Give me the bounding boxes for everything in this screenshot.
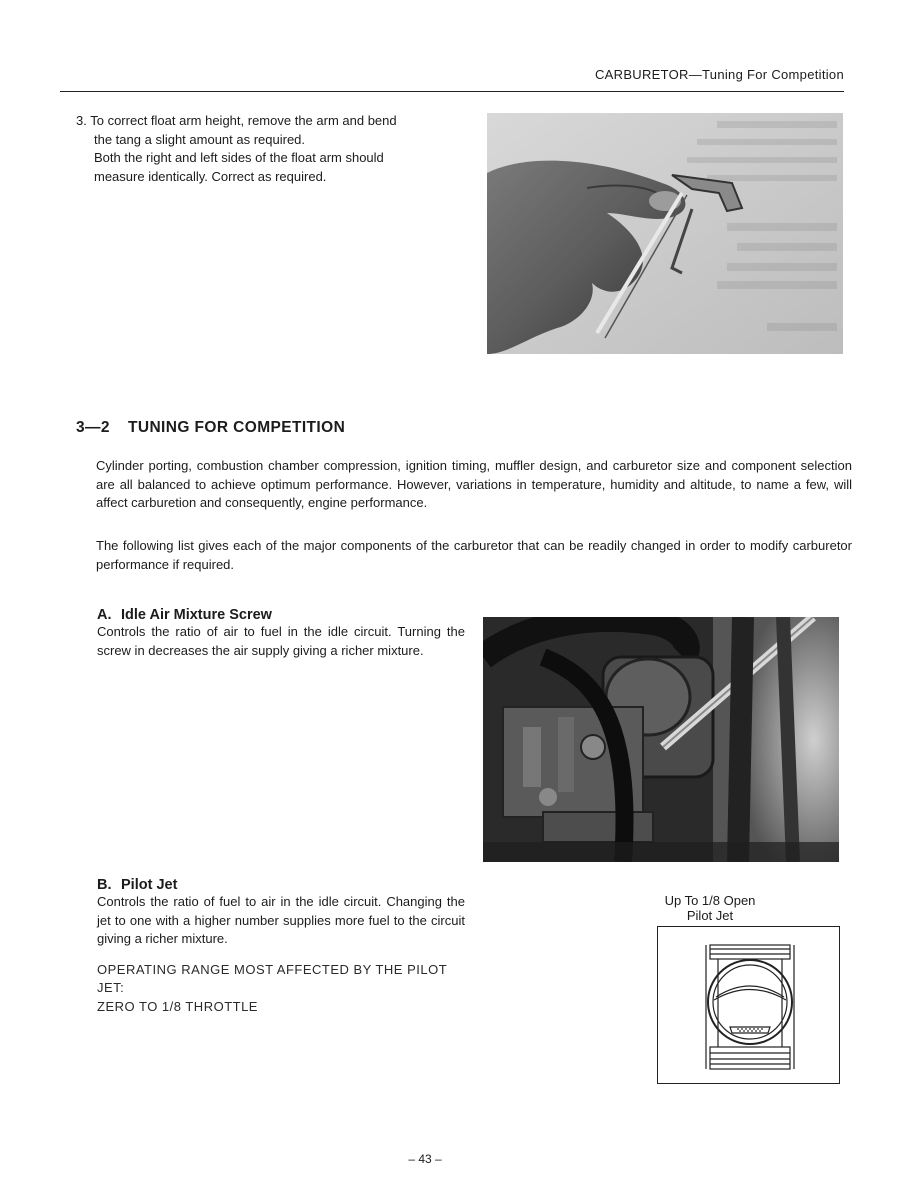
section-heading: [76, 419, 345, 437]
pilot-jet-section: [97, 877, 465, 1016]
operating-range-line-2: JET:: [97, 980, 125, 995]
operating-range-line-1: OPERATING RANGE MOST AFFECTED BY THE PILOT: [97, 961, 448, 977]
item-b-heading: [97, 877, 465, 893]
item-b-body: Controls the ratio of fuel to air in the idle circuit. Changing the jet to one with a higher number supplies more fuel to the circuit giving a richer mixture.: [97, 894, 465, 946]
step-3-line-2: the tang a slight amount as required.: [94, 131, 306, 147]
step-3-line-1: 3. To correct float arm height, remove the arm and bend: [76, 113, 397, 128]
idle-air-mixture-screw-section: [97, 607, 465, 660]
item-a-letter: A.: [97, 607, 112, 623]
page-number: – 43 –: [408, 1152, 442, 1166]
step-3-text: [76, 112, 446, 186]
float-arm-photo-image: [487, 113, 843, 354]
step-3-line-3: Both the right and left sides of the float arm should: [94, 150, 384, 165]
item-a-heading: [97, 607, 465, 623]
step-number: 3.: [76, 113, 87, 128]
pilot-jet-diagram: [657, 926, 840, 1084]
section-number: 3—2: [76, 419, 110, 436]
components-paragraph: The following list gives each of the major components of the carburetor that can be readily changed in order to modify carburetor performance if required.: [96, 538, 852, 572]
float-arm-photo: [487, 113, 843, 354]
item-a-body: Controls the ratio of air to fuel in the idle circuit. Turning the screw in decreases the air supply giving a richer mixture.: [97, 624, 465, 658]
operating-range-line-3: ZERO TO 1/8 THROTTLE: [97, 998, 258, 1014]
carburetor-bore-diagram: [658, 927, 838, 1082]
intro-paragraph: Cylinder porting, combustion chamber compression, ignition timing, muffler design, and carburetor size and component selection are all balanced to achieve optimum performance. However, variations in temperature, humidity and altitude, to name a few, will affect carburetion and consequently, engine performance.: [96, 458, 852, 510]
header-divider: [60, 91, 844, 92]
section-title: TUNING FOR COMPETITION: [128, 419, 346, 436]
idle-screw-photo-image: [483, 617, 839, 862]
item-b-letter: B.: [97, 877, 112, 893]
diagram-caption: [640, 893, 780, 923]
diagram-caption-line-2: Pilot Jet: [686, 908, 734, 923]
step-3-line-4: measure identically. Correct as required.: [94, 168, 327, 184]
item-b-title: Pilot Jet: [121, 877, 178, 893]
running-header: CARBURETOR—Tuning For Competition: [594, 67, 844, 82]
idle-screw-photo: [483, 617, 839, 862]
item-a-title: Idle Air Mixture Screw: [121, 607, 272, 623]
operating-range-note: [97, 961, 465, 1017]
diagram-caption-line-1: Up To 1/8 Open: [664, 893, 756, 908]
